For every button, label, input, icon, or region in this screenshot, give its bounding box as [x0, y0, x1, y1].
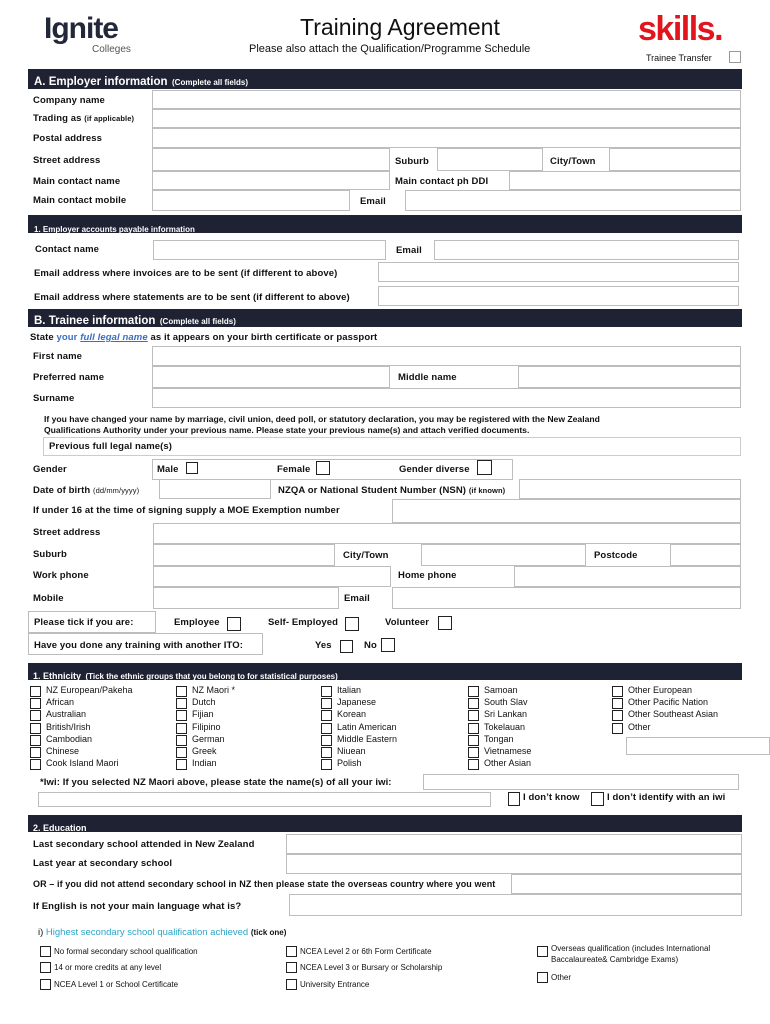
ethnicity-col1-checkbox-6[interactable]: [30, 759, 41, 770]
iwi-field-2[interactable]: [38, 792, 491, 807]
statements-email-field[interactable]: [378, 286, 739, 306]
q-ncea1-label: NCEA Level 1 or School Certificate: [54, 980, 179, 989]
dont-identify-label: I don’t identify with an iwi: [607, 792, 726, 803]
ethnicity-col1-checkbox-1[interactable]: [30, 698, 41, 709]
trainee-street-field[interactable]: [153, 523, 741, 544]
ethnicity-col4-label-0: Samoan: [484, 685, 518, 695]
self-employed-label: Self- Employed: [268, 617, 339, 628]
main-contact-ph-field[interactable]: [509, 171, 741, 190]
ethnicity-col3-checkbox-0[interactable]: [321, 686, 332, 697]
ethnicity-col2-label-1: Dutch: [192, 697, 216, 708]
gender-diverse-checkbox[interactable]: [477, 460, 492, 475]
q-ue-label: University Entrance: [300, 980, 370, 989]
last-school-field[interactable]: [286, 834, 742, 854]
preferred-name-field[interactable]: [152, 366, 390, 388]
q-no-formal-label: No formal secondary school qualification: [54, 947, 198, 956]
ethnicity-col4-checkbox-0[interactable]: [468, 686, 479, 697]
ethnicity-col1-label-5: Chinese: [46, 746, 80, 756]
highest-qualification-heading: i) Highest secondary school qualification achieved (tick one): [38, 927, 287, 938]
please-tick-label: Please tick if you are:: [34, 617, 134, 628]
trainee-email-label: Email: [344, 593, 370, 604]
work-phone-label: Work phone: [33, 570, 89, 581]
skills-logo: skills.: [638, 10, 723, 48]
accounts-email-field[interactable]: [434, 240, 739, 260]
previous-name-field[interactable]: [43, 437, 741, 456]
ethnicity-col3-label-6: Polish: [337, 758, 362, 769]
q-overseas-checkbox[interactable]: [537, 946, 548, 957]
ethnicity-col3-checkbox-3[interactable]: [321, 723, 332, 734]
email-label: Email: [360, 196, 386, 207]
gender-label: Gender: [33, 464, 67, 475]
section-b-header: B. Trainee information (Complete all fields): [28, 309, 742, 327]
ethnicity-col4-checkbox-6[interactable]: [468, 759, 479, 770]
ethnicity-col4-label-5: Vietnamese: [484, 746, 532, 756]
ethnicity-other-field[interactable]: [626, 737, 770, 755]
name-change-note-1: If you have changed your name by marriage, civil union, deed poll, or statutory declaration, you may be registered with the New Zealand: [44, 414, 600, 424]
dob-field[interactable]: [159, 479, 271, 499]
postcode-field[interactable]: [670, 544, 741, 566]
self-employed-checkbox[interactable]: [345, 617, 359, 631]
ethnicity-col2-label-3: Filipino: [192, 721, 221, 732]
q-ncea3-label: NCEA Level 3 or Bursary or Scholarship: [300, 963, 443, 972]
previous-name-label: Previous full legal name(s): [49, 441, 173, 452]
education-header: 2. Education: [28, 815, 742, 832]
trainee-transfer-checkbox[interactable]: [729, 51, 741, 63]
q-ue-checkbox[interactable]: [286, 979, 297, 990]
q-14-credits-label: 14 or more credits at any level: [54, 963, 162, 972]
ethnicity-col1-checkbox-2[interactable]: [30, 710, 41, 721]
trainee-city-field[interactable]: [421, 544, 586, 566]
last-year-field[interactable]: [286, 854, 742, 874]
gender-diverse-label: Gender diverse: [399, 464, 470, 475]
q-ncea2-checkbox[interactable]: [286, 946, 297, 957]
ethnicity-col2-label-2: Fijian: [192, 709, 214, 720]
ethnicity-col2-checkbox-2[interactable]: [176, 710, 187, 721]
ethnicity-col3-label-3: Latin American: [337, 721, 397, 732]
email-field[interactable]: [405, 190, 741, 211]
ethnicity-header: 1. Ethnicity (Tick the ethnic groups that you belong to for statistical purposes): [28, 663, 742, 680]
main-contact-ph-label: Main contact ph DDI: [395, 176, 489, 187]
main-contact-name-field[interactable]: [152, 171, 390, 190]
section-a-header: A. Employer information (Complete all fields): [28, 69, 742, 89]
statements-email-label: Email address where statements are to be sent (if different to above): [34, 292, 350, 303]
ethnicity-col3-checkbox-5[interactable]: [321, 747, 332, 758]
trainee-suburb-field[interactable]: [153, 544, 335, 566]
company-name-label: Company name: [33, 95, 105, 106]
accounts-contact-name-field[interactable]: [153, 240, 386, 260]
surname-label: Surname: [33, 393, 75, 404]
q-ncea2-label: NCEA Level 2 or 6th Form Certificate: [300, 947, 432, 956]
main-contact-name-label: Main contact name: [33, 176, 121, 187]
ethnicity-col3-label-1: Japanese: [337, 697, 377, 708]
ethnicity-col5-label-2: Other Southeast Asian: [628, 709, 719, 720]
no-checkbox[interactable]: [381, 638, 395, 652]
invoices-email-label: Email address where invoices are to be sent (if different to above): [34, 268, 338, 279]
tick-row-box: [28, 611, 156, 633]
ethnicity-col3-checkbox-4[interactable]: [321, 735, 332, 746]
ethnicity-col1-label-3: British/Irish: [46, 721, 91, 732]
q-overseas-label-2: Baccalaureate& Cambridge Exams): [551, 955, 679, 964]
ethnicity-col4-label-4: Tongan: [484, 733, 514, 744]
ethnicity-col5-checkbox-2[interactable]: [612, 710, 623, 721]
q-other-checkbox[interactable]: [537, 972, 548, 983]
no-label: No: [364, 640, 377, 651]
mobile-label: Mobile: [33, 593, 64, 604]
postcode-label: Postcode: [594, 550, 638, 561]
first-name-label: First name: [33, 351, 83, 362]
volunteer-label: Volunteer: [385, 617, 430, 628]
ethnicity-col4-label-2: Sri Lankan: [484, 709, 528, 720]
ethnicity-col3-checkbox-2[interactable]: [321, 710, 332, 721]
ethnicity-col4-checkbox-1[interactable]: [468, 698, 479, 709]
ethnicity-col1-label-2: Australian: [46, 709, 87, 720]
ethnicity-col4-checkbox-5[interactable]: [468, 747, 479, 758]
middle-name-label: Middle name: [398, 372, 457, 383]
page-subtitle: Please also attach the Qualification/Programme Schedule: [249, 43, 531, 55]
street-address-label: Street address: [33, 155, 101, 166]
moe-exemption-field[interactable]: [392, 499, 741, 523]
yes-label: Yes: [315, 640, 332, 651]
ethnicity-col2-label-0: NZ Maori *: [192, 685, 236, 695]
trainee-transfer-label: Trainee Transfer: [646, 53, 712, 63]
state-full-name-instruction: State your full legal name as it appears on your birth certificate or passport: [30, 332, 378, 343]
nsn-label: NZQA or National Student Number (NSN) (if known): [278, 485, 506, 496]
dont-identify-checkbox[interactable]: [591, 792, 604, 806]
female-checkbox[interactable]: [316, 461, 330, 475]
ethnicity-col5-label-3: Other: [628, 721, 651, 732]
main-contact-mobile-field[interactable]: [152, 190, 350, 211]
ethnicity-col3-checkbox-6[interactable]: [321, 759, 332, 770]
accounts-email-label: Email: [396, 245, 422, 256]
ethnicity-col4-checkbox-3[interactable]: [468, 723, 479, 734]
dont-know-checkbox[interactable]: [508, 792, 520, 806]
ethnicity-col4-label-3: Tokelauan: [484, 721, 526, 732]
male-checkbox[interactable]: [186, 462, 198, 474]
female-label: Female: [277, 464, 311, 475]
ethnicity-col2-label-6: Indian: [192, 758, 217, 769]
q-overseas-label-1: Overseas qualification (includes International: [551, 944, 711, 953]
preferred-name-label: Preferred name: [33, 372, 105, 383]
accounts-header: 1. Employer accounts payable information: [28, 215, 742, 233]
ethnicity-col2-label-5: Greek: [192, 746, 217, 756]
accounts-contact-name-label: Contact name: [35, 244, 100, 255]
ethnicity-col1-label-4: Cambodian: [46, 733, 93, 744]
mobile-field[interactable]: [153, 587, 339, 609]
ethnicity-col4-checkbox-2[interactable]: [468, 710, 479, 721]
iwi-field-1[interactable]: [423, 774, 739, 790]
ethnicity-col2-checkbox-3[interactable]: [176, 723, 187, 734]
suburb-field[interactable]: [437, 148, 543, 171]
ethnicity-col5-checkbox-3[interactable]: [612, 723, 623, 734]
ethnicity-col3-checkbox-1[interactable]: [321, 698, 332, 709]
trainee-street-label: Street address: [33, 527, 101, 538]
first-name-field[interactable]: [152, 346, 741, 366]
male-label: Male: [157, 464, 179, 475]
yes-checkbox[interactable]: [340, 640, 353, 653]
city-town-field[interactable]: [609, 148, 741, 171]
q-no-formal-checkbox[interactable]: [40, 946, 51, 957]
ethnicity-col3-label-0: Italian: [337, 685, 362, 695]
postal-address-field[interactable]: [152, 128, 741, 148]
other-ito-label: Have you done any training with another ITO:: [34, 640, 244, 651]
overseas-label: OR – if you did not attend secondary school in NZ then please state the overseas country where you went: [33, 879, 496, 889]
q-ncea3-checkbox[interactable]: [286, 962, 297, 973]
volunteer-checkbox[interactable]: [438, 616, 452, 630]
ethnicity-col4-label-1: South Slav: [484, 697, 528, 708]
trading-as-field[interactable]: [152, 109, 741, 128]
ignite-logo-sub: Colleges: [92, 44, 131, 55]
ethnicity-col2-checkbox-4[interactable]: [176, 735, 187, 746]
city-town-label: City/Town: [550, 156, 596, 167]
other-ito-row-box: [28, 633, 263, 655]
surname-field[interactable]: [152, 388, 741, 408]
suburb-label: Suburb: [395, 156, 429, 167]
employee-label: Employee: [174, 617, 220, 628]
q-other-label: Other: [551, 973, 572, 982]
ethnicity-col1-label-6: Cook Island Maori: [46, 758, 119, 769]
ethnicity-col5-label-1: Other Pacific Nation: [628, 697, 709, 708]
work-phone-field[interactable]: [153, 566, 391, 587]
ethnicity-col3-label-4: Middle Eastern: [337, 733, 398, 744]
trading-as-label: Trading as (if applicable): [33, 113, 135, 124]
ethnicity-col1-checkbox-3[interactable]: [30, 723, 41, 734]
under16-label: If under 16 at the time of signing supply a MOE Exemption number: [33, 505, 340, 516]
trainee-email-field[interactable]: [392, 587, 741, 609]
home-phone-label: Home phone: [398, 570, 457, 581]
nsn-field[interactable]: [519, 479, 741, 499]
english-label: If English is not your main language what is?: [33, 901, 242, 912]
employee-checkbox[interactable]: [227, 617, 241, 631]
q-14-credits-checkbox[interactable]: [40, 962, 51, 973]
postal-address-label: Postal address: [33, 133, 102, 144]
trainee-suburb-label: Suburb: [33, 549, 67, 560]
middle-name-field[interactable]: [518, 366, 741, 388]
last-year-label: Last year at secondary school: [33, 858, 173, 869]
home-phone-field[interactable]: [514, 566, 741, 587]
ethnicity-col1-checkbox-4[interactable]: [30, 735, 41, 746]
ethnicity-col1-label-1: African: [46, 697, 75, 708]
trainee-city-label: City/Town: [343, 550, 389, 561]
company-name-field[interactable]: [152, 90, 741, 109]
ethnicity-col2-checkbox-0[interactable]: [176, 686, 187, 697]
ethnicity-col4-checkbox-4[interactable]: [468, 735, 479, 746]
ignite-logo: Ignite: [44, 12, 118, 45]
last-school-label: Last secondary school attended in New Zealand: [33, 839, 255, 850]
ethnicity-col3-label-5: Niuean: [337, 746, 366, 756]
page-title: Training Agreement: [300, 14, 500, 40]
main-contact-mobile-label: Main contact mobile: [33, 195, 127, 206]
ethnicity-col2-checkbox-5[interactable]: [176, 747, 187, 758]
ethnicity-col5-checkbox-1[interactable]: [612, 698, 623, 709]
ethnicity-col2-checkbox-1[interactable]: [176, 698, 187, 709]
ethnicity-col1-label-0: NZ European/Pakeha: [46, 685, 133, 695]
q-ncea1-checkbox[interactable]: [40, 979, 51, 990]
overseas-field[interactable]: [511, 874, 742, 894]
street-address-field[interactable]: [152, 148, 390, 171]
english-field[interactable]: [289, 894, 742, 916]
ethnicity-col4-label-6: Other Asian: [484, 758, 532, 769]
name-change-note-2: Qualifications Authority under your previous name. Please state your previous name(s) and attach verified documents.: [44, 425, 530, 435]
ethnicity-col5-label-0: Other European: [628, 685, 693, 695]
ethnicity-col2-label-4: German: [192, 733, 225, 744]
dont-know-label: I don’t know: [523, 792, 580, 803]
invoices-email-field[interactable]: [378, 262, 739, 282]
ethnicity-col3-label-2: Korean: [337, 709, 367, 720]
ethnicity-col5-checkbox-0[interactable]: [612, 686, 623, 697]
ethnicity-col1-checkbox-0[interactable]: [30, 686, 41, 697]
dob-label: Date of birth (dd/mm/yyyy): [33, 485, 140, 496]
iwi-label: *Iwi: If you selected NZ Maori above, please state the name(s) of all your iwi:: [40, 777, 392, 788]
ethnicity-col2-checkbox-6[interactable]: [176, 759, 187, 770]
ethnicity-col1-checkbox-5[interactable]: [30, 747, 41, 758]
